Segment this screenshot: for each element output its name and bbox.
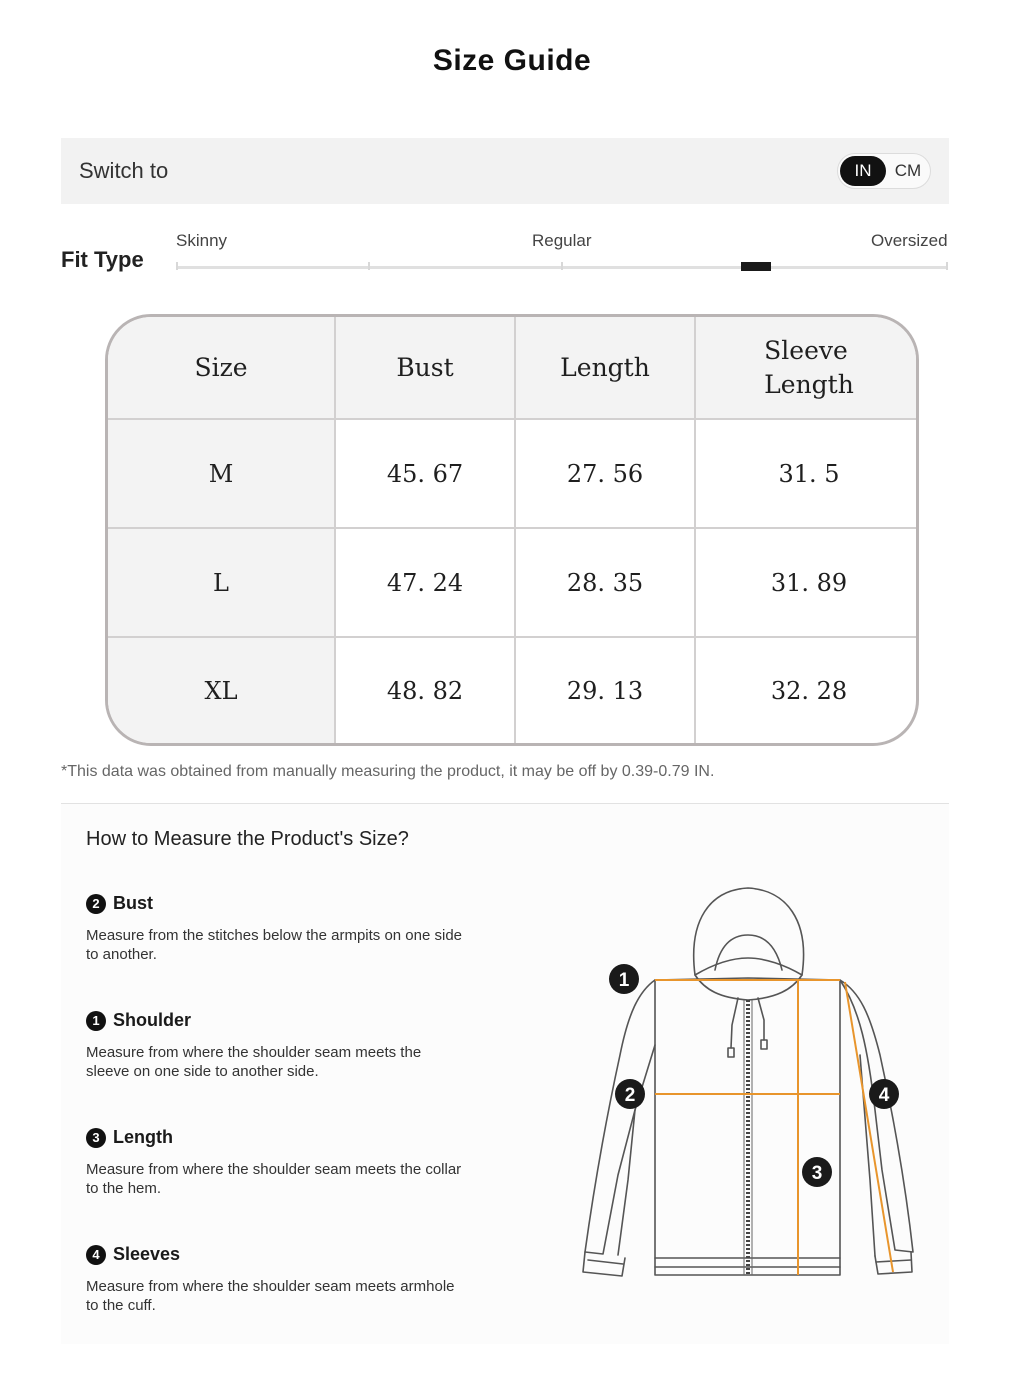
fit-mark-oversized: Oversized <box>871 231 948 250</box>
measure-item-sleeves <box>86 1244 486 1315</box>
measure-desc: Measure from where the shoulder seam meets the sleeve on one side to another side. <box>86 1044 422 1080</box>
sleeve-length-cell: 31. 89 <box>695 528 919 637</box>
marker-1-label: 1 <box>618 970 630 991</box>
sleeve-length-cell: 32. 28 <box>695 637 919 743</box>
drawstring-right <box>758 998 764 1040</box>
size-cell: XL <box>108 637 335 743</box>
fit-tick <box>946 262 948 270</box>
unit-toggle[interactable] <box>837 153 931 189</box>
fit-type-indicator <box>741 262 771 271</box>
unit-option-in[interactable]: IN <box>840 156 886 186</box>
fit-tick <box>368 262 370 270</box>
jacket-diagram <box>570 880 930 1290</box>
number-badge-icon: 2 <box>86 894 106 914</box>
fit-mark-skinny: Skinny <box>176 231 228 250</box>
sleeve-measure-line <box>845 982 893 1272</box>
header-size: Size <box>108 317 335 419</box>
marker-4-icon <box>869 1079 899 1109</box>
header-bust: Bust <box>335 317 515 419</box>
measure-label: Sleeves <box>113 1244 181 1264</box>
header-sleeve-word: Sleeve <box>764 335 848 365</box>
fit-tick <box>176 262 178 270</box>
bust-cell: 45. 67 <box>335 419 515 528</box>
measure-label: Bust <box>113 893 153 913</box>
measure-label: Length <box>113 1127 173 1147</box>
page-title: Size Guide <box>432 44 592 77</box>
drawstring-left <box>731 998 738 1048</box>
bust-cell: 47. 24 <box>335 528 515 637</box>
measurement-note: *This data was obtained from manually measuring the product, it may be off by 0.39-0.79 IN. <box>61 763 715 780</box>
how-to-measure-title: How to Measure the Product's Size? <box>86 828 409 850</box>
measure-item-length <box>86 1127 486 1198</box>
bust-cell: 48. 82 <box>335 637 515 743</box>
table-header-row <box>108 317 919 419</box>
number-badge-icon: 3 <box>86 1128 106 1148</box>
length-cell: 29. 13 <box>515 637 695 743</box>
table-row <box>108 419 919 528</box>
fit-type-label: Fit Type <box>61 247 144 272</box>
table-row <box>108 637 919 743</box>
measure-item-shoulder <box>86 1010 486 1081</box>
switch-label: Switch to <box>79 158 169 183</box>
measure-desc: Measure from where the shoulder seam meets armhole to the cuff. <box>86 1278 455 1314</box>
marker-1-icon <box>609 964 639 994</box>
marker-2-label: 2 <box>624 1085 636 1106</box>
fit-tick <box>561 262 563 270</box>
size-cell: M <box>108 419 335 528</box>
hood-inner <box>715 935 782 970</box>
measure-desc: Measure from where the shoulder seam meets the collar to the hem. <box>86 1161 462 1197</box>
fit-mark-regular: Regular <box>532 231 592 250</box>
measure-desc: Measure from the stitches below the armpits on one side to another. <box>86 927 463 963</box>
header-length: Length <box>515 317 695 419</box>
marker-3-icon <box>802 1157 832 1187</box>
jacket-body-outline <box>655 978 913 1252</box>
measure-label: Shoulder <box>113 1010 192 1030</box>
length-cell: 27. 56 <box>515 419 695 528</box>
unit-switch-bar <box>61 138 949 204</box>
hood-outline <box>694 888 804 975</box>
table-row <box>108 528 919 637</box>
length-cell: 28. 35 <box>515 528 695 637</box>
size-cell: L <box>108 528 335 637</box>
marker-2-icon <box>615 1079 645 1109</box>
number-badge-icon: 4 <box>86 1245 106 1265</box>
unit-option-cm[interactable]: CM <box>894 161 922 180</box>
sleeve-length-cell: 31. 5 <box>695 419 919 528</box>
size-table <box>105 314 919 746</box>
number-badge-icon: 1 <box>86 1011 106 1031</box>
header-sleeve-length-word: Length <box>764 369 854 399</box>
header-sleeve-length <box>695 317 919 419</box>
marker-3-label: 3 <box>811 1163 823 1184</box>
measure-item-bust <box>86 893 486 964</box>
marker-4-label: 4 <box>878 1085 890 1106</box>
